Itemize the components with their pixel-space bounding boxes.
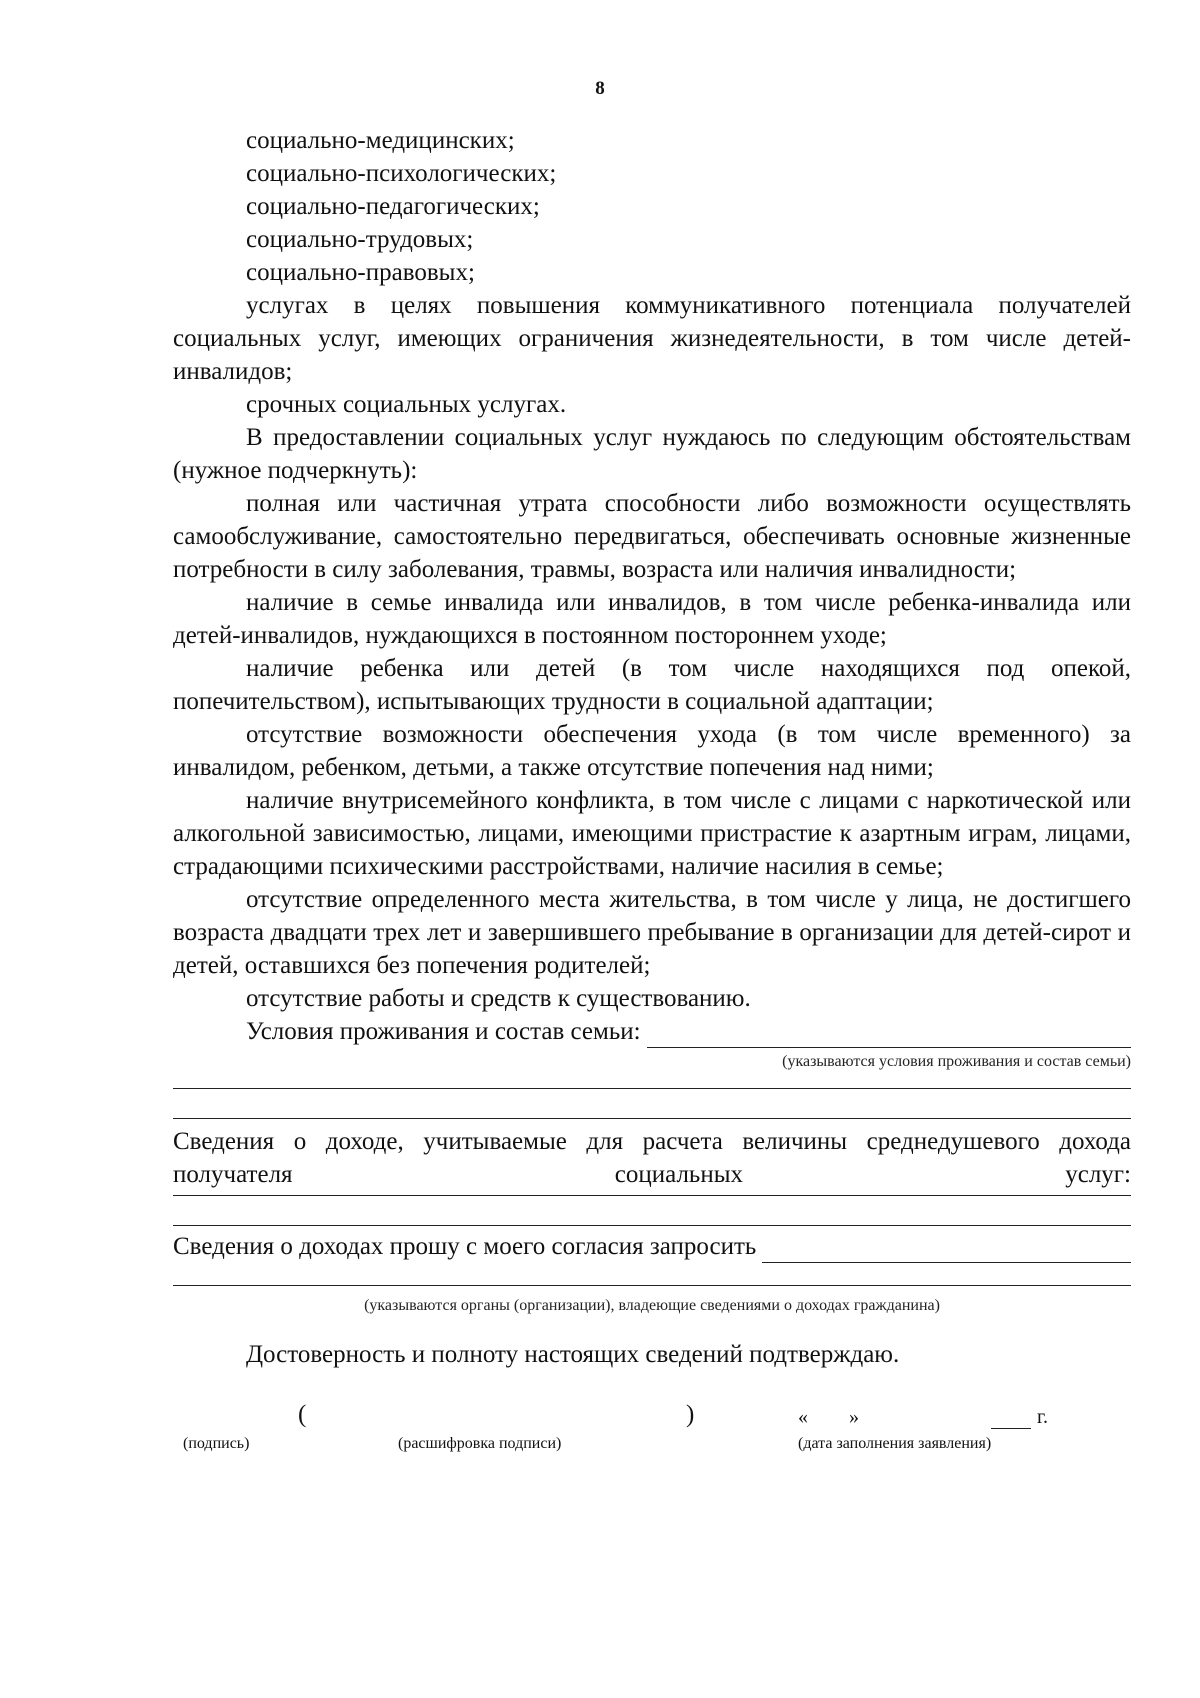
- circumstance-item: отсутствие определенного места жительства, в том числе у лица, не достигшего возраста двадцати трех лет и завершившего пребывание в организации для детей-сирот и детей, оставшихся без попечения родителей;: [173, 886, 1131, 979]
- service-item-urgent: срочных социальных услугах.: [246, 391, 567, 418]
- decode-open-paren: (: [298, 1401, 307, 1428]
- decode-caption: (расшифровка подписи): [398, 1435, 562, 1452]
- service-item: социально-педагогических;: [246, 193, 540, 220]
- income-field-line[interactable]: [173, 1195, 1131, 1196]
- date-quote-open: «: [798, 1406, 808, 1428]
- need-intro: В предоставлении социальных услуг нуждаюсь по следующим обстоятельствам (нужное подчеркнуть):: [173, 424, 1131, 484]
- signature-captions: [173, 1435, 1131, 1457]
- confirmation-text: Достоверность и полноту настоящих сведений подтверждаю.: [246, 1341, 900, 1368]
- living-conditions-row: [173, 1015, 1131, 1048]
- income-request-field[interactable]: [762, 1236, 1131, 1263]
- living-conditions-caption: (указываются условия проживания и состав семьи): [782, 1053, 1131, 1070]
- living-conditions-label: Условия проживания и состав семьи:: [246, 1018, 641, 1045]
- circumstance-item: наличие внутрисемейного конфликта, в том числе с лицами с наркотической или алкогольной зависимостью, лицами, имеющими пристрастие к азартным играм, лицами, страдающими психическими расстройствами, наличие насилия в семье;: [173, 787, 1131, 880]
- income-request-caption: (указываются органы (организации), владеющие сведениями о доходах гражданина): [364, 1297, 940, 1314]
- date-year-field[interactable]: [991, 1408, 1031, 1429]
- circumstance-item: полная или частичная утрата способности либо возможности осуществлять самообслуживание, самостоятельно передвигаться, обеспечивать основные жизненные потребности в силу заболевания, травмы, возраста или наличия инвалидности;: [173, 490, 1131, 583]
- circumstance-item: наличие в семье инвалида или инвалидов, в том числе ребенка-инвалида или детей-инвалидов, нуждающихся в постоянном постороннем уходе;: [173, 589, 1131, 649]
- service-item: социально-правовых;: [246, 259, 475, 286]
- income-field-line[interactable]: [173, 1225, 1131, 1226]
- page-number: 8: [595, 78, 605, 99]
- service-item-communicative: услугах в целях повышения коммуникативного потенциала получателей социальных услуг, имеющих ограничения жизнедеятельности, в том числе детей-инвалидов;: [173, 292, 1131, 385]
- signature-caption: (подпись): [183, 1435, 250, 1452]
- decode-close-paren: ): [686, 1401, 695, 1428]
- circumstance-item: наличие ребенка или детей (в том числе находящихся под опекой, попечительством), испытывающих трудности в социальной адаптации;: [173, 655, 1131, 715]
- date-caption: (дата заполнения заявления): [798, 1435, 992, 1452]
- service-item: социально-медицинских;: [246, 127, 515, 154]
- service-item: социально-трудовых;: [246, 226, 474, 253]
- income-request-label: Сведения о доходах прошу с моего согласия запросить: [173, 1233, 757, 1260]
- service-item: социально-психологических;: [246, 160, 557, 187]
- date-year-suffix: г.: [1037, 1406, 1048, 1428]
- living-conditions-field[interactable]: [647, 1021, 1131, 1048]
- income-label: Сведения о доходе, учитываемые для расчета величины среднедушевого дохода получателя социальных услуг:: [173, 1128, 1131, 1188]
- living-conditions-field-line[interactable]: [173, 1088, 1131, 1089]
- income-request-row: [173, 1230, 1131, 1263]
- document-body: [173, 124, 1131, 1457]
- circumstance-item: отсутствие работы и средств к существованию.: [246, 985, 751, 1012]
- date-quote-close: »: [849, 1406, 859, 1428]
- signature-row: [173, 1395, 1131, 1435]
- circumstance-item: отсутствие возможности обеспечения ухода (в том числе временного) за инвалидом, ребенком, детьми, а также отсутствие попечения над ними;: [173, 721, 1131, 781]
- income-request-field-line[interactable]: [173, 1285, 1131, 1286]
- living-conditions-field-line[interactable]: [173, 1118, 1131, 1119]
